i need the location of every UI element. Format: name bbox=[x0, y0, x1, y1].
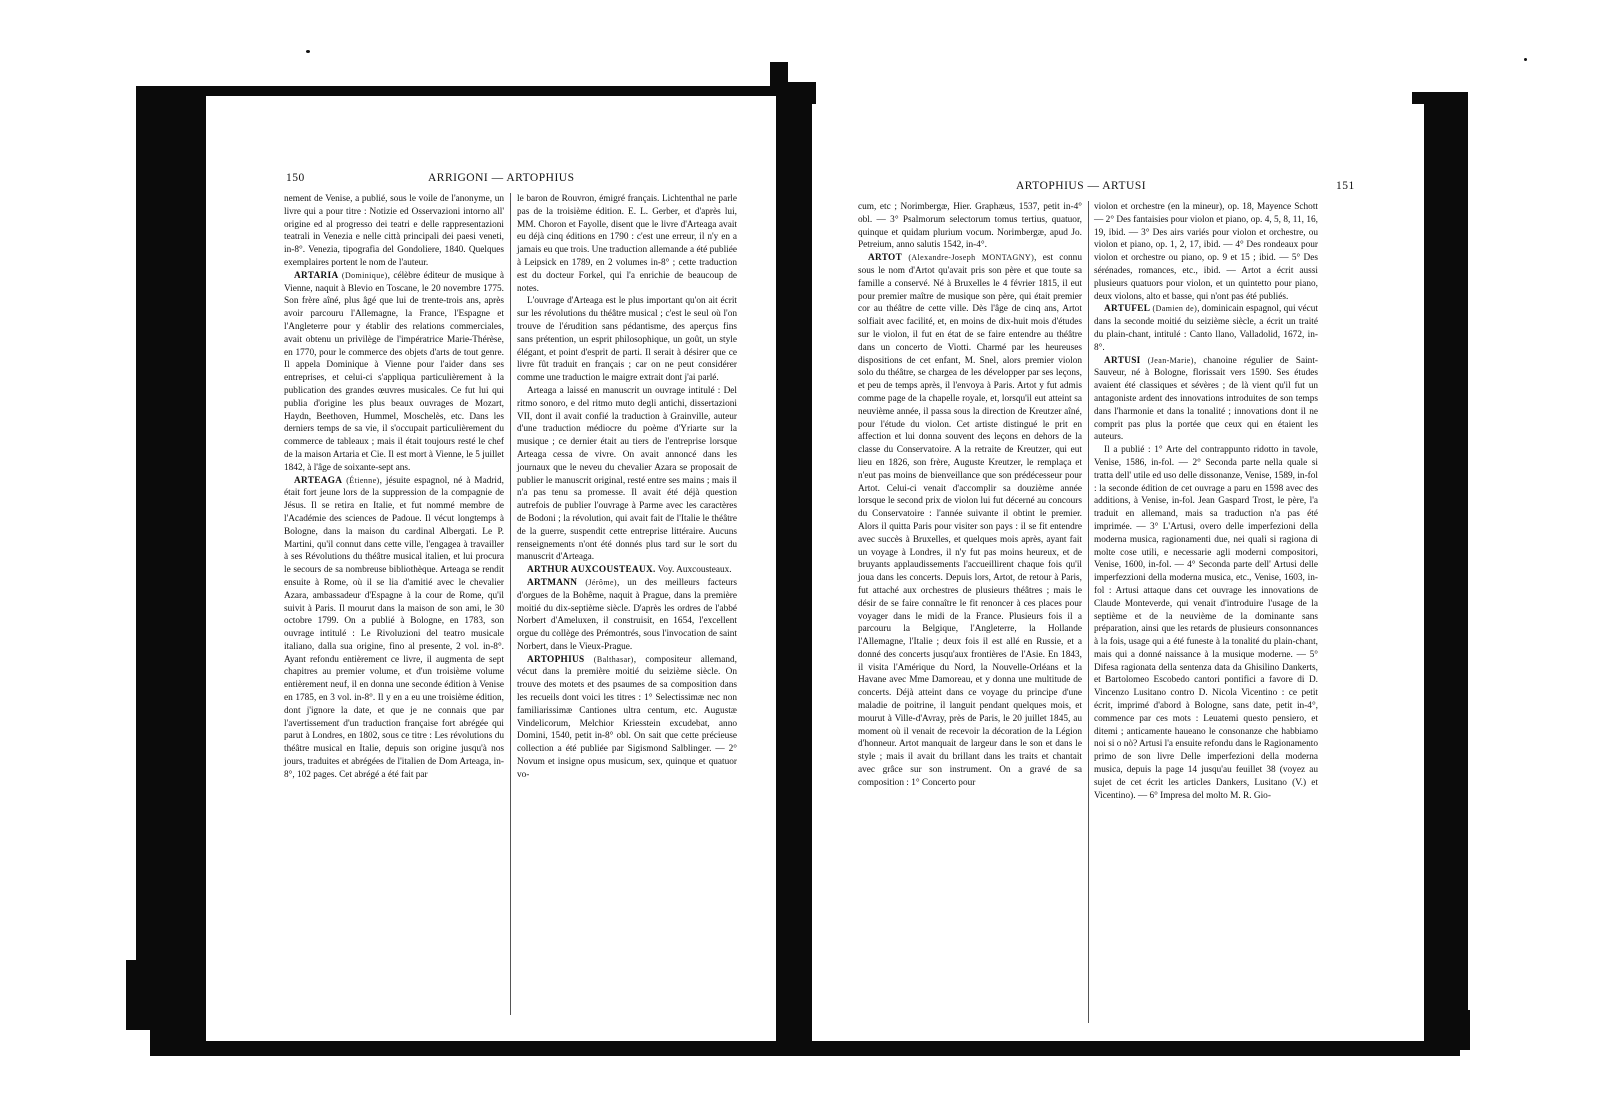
scan-edge-right-bottom bbox=[1420, 1010, 1470, 1050]
paragraph-text: , est connu sous le nom d'Artot qu'avait pris son père et que toute sa famille a conservé. Né à Bruxelles le 4 février 1815, il eut pour premier maître de musique son père, qui était premier cor au théâtre de cette ville. Dès l'âge de cinq ans, Artot solfiait avec facilité, et, en moins de dix-huit mois d'études sur le violon, il fut en état de se faire entendre au théâtre dans un concerto de Viotti. Charmé par les heureuses dispositions de cet enfant, M. Snel, alors premier violon solo du théâtre, se chargea de les développer par ses leçons, et peu de temps après, il l'envoya à Paris. Artot y fut admis comme page de la chapelle royale, et, lorsqu'il eut atteint sa neuvième année, il passa sous la direction de Kreutzer aîné, pour l'étude du violon. Cet artiste distingué le prit en affection et lui donna souvent des leçons en dehors de la classe du Conservatoire. A la retraite de Kreutzer, qui eut lieu en 1826, son frère, Auguste Kreutzer, le remplaça et n'eut pas moins de bienveillance que son prédécesseur pour Artot. Celui-ci venait d'accomplir sa douzième année lorsque le second prix de violon lui fut décerné au concours du Conservatoire : l'année suivante il obtint le premier. Alors il quitta Paris pour visiter son pays : il se fit entendre avec succès à Bruxelles, et quelques mois après, ayant fait un voyage à Londres, il n'y fut pas moins heureux, et de bruyants applaudissements l'accueillirent chaque fois qu'il joua dans les concerts. Depuis lors, Artot, de retour à Paris, fut attaché aux orchestres de plusieurs théâtres ; mais le désir de se faire connaître le fit renoncer à ces places pour voyager dans le midi de la France. Plusieurs fois il a parcouru la Belgique, l'Angleterre, la Hollande l'Allemagne, l'Italie ; deux fois il est allé en Russie, et a donné des concerts jusqu'aux frontières de l'Asie. En 1843, il visita l'Amérique du Nord, la Nouvelle-Orléans et la Havane avec Mme Damoreau, et y donna une multitude de concerts. Déjà atteint dans ce voyage du principe d'une maladie de poitrine, il languit pendant quelques mois, et mourut à Ville-d'Avray, près de Paris, le 20 juillet 1845, au moment où il venait de recevoir la décoration de la Légion d'honneur. Artot manquait de largeur dans le son et dans le style ; mais il avait du brillant dans les traits et chantait avec grâce sur son instrument. On a gravé de sa composition : 1° Concerto pour bbox=[858, 253, 1082, 788]
left-page bbox=[206, 96, 776, 1041]
scan-edge-left-top bbox=[136, 86, 216, 966]
entry-headword: ARTMANN bbox=[527, 577, 578, 588]
paragraph-text: le baron de Rouvron, émigré français. Lichtenthal ne parle pas de la troisième édition. E. L. Gerber, et d'après lui, MM. Choron et Fayolle, disent que le livre d'Arteaga avait eu déjà cinq éditions en 1790 : c'est une erreur, il n'y en a jamais eu que trois. Une traduction allemande a été publiée à Leipsick en 1789, en 2 volumes in-8° ; cette traduction est du docteur Forkel, qui l'a enrichie de beaucoup de notes. bbox=[517, 194, 737, 294]
paragraph-text: Voy. Auxcousteaux. bbox=[655, 565, 732, 576]
paragraph-text: violon et orchestre (en la mineur), op. 18, Mayence Schott — 2° Des fantaisies pour violon et piano, op. 4, 5, 8, 11, 16, 19, ibid. — 3° Des airs variés pour violon et orchestre, ou violon et piano, op. 1, 2, 17, ibid. — 4° Des rondeaux pour violon et orchestre ou piano, op. 9 et 15 ; ibid. — 5° Des sérénades, romances, etc., ibid. — Artot a écrit aussi plusieurs quatuors pour violon, et un quintetto pour piano, deux violons, alto et basse, qui n'ont pas été publiés. bbox=[1094, 202, 1318, 302]
scan-speck bbox=[1524, 58, 1527, 61]
binding-clip bbox=[770, 62, 788, 92]
paragraph-text: , dominicain espagnol, qui vécut dans la seconde moitié du seizième siècle, a écrit un traité du plain-chant, intitulé : Canto llano, Valladolid, 1672, in-8°. bbox=[1094, 304, 1318, 353]
paragraph-text: Arteaga a laissé en manuscrit un ouvrage intitulé : Del ritmo sonoro, e del ritmo muto degli antichi, dissertazioni VII, dont il avait confié la traduction à Grainville, auteur d'une traduction médiocre du poème d'Yriarte sur la musique ; ce dernier était au tiers de l'entreprise lorsque Arteaga cessa de vivre. On avait annoncé dans les journaux que le neveu du chevalier Azara se proposait de publier le manuscrit original, resté entre ses mains ; mais il n'a pas tenu sa promesse. Il avait été déjà question autrefois de publier l'ouvrage à Parme avec les caractères de Bodoni ; la révolution, qui avait fait de l'Italie le théâtre de la guerre, suspendit cette entreprise littéraire. Aucuns renseignements n'ont été donnés plus tard sur le sort du manuscrit d'Arteaga. bbox=[517, 385, 737, 563]
paragraph-text: cum, etc ; Norimbergæ, Hier. Graphæus, 1537, petit in-4° obl. — 3° Psalmorum selectorum tomus tertius, quatuor, quinque et quidam plurium vocum. Norimbergæ, apud Jo. Petreium, anno salutis 1542, in-4°. bbox=[858, 202, 1082, 251]
paragraph-text: L'ouvrage d'Arteaga est le plus important qu'on ait écrit sur les révolutions du théâtre musical ; c'est le seul où l'on trouve de l'érudition sans pédantisme, des aperçus fins sans prétention, un esprit philosophique, un goût, un style élégant, et point d'esprit de parti. Il serait à désirer que ce livre fût traduit en français ; car on ne peut considérer comme une traduction le maigre extrait dont j'ai parlé. bbox=[517, 296, 737, 384]
paragraph-text: , célèbre éditeur de musique à Vienne, naquit à Blevio en Toscane, le 20 novembre 1775. Son frère aîné, plus âgé que lui de trente-trois ans, après avoir parcouru l'Allemagne, la France, l'Espagne et l'Angleterre pour y établir des relations commerciales, avait obtenu un privilège de l'impératrice Marie-Thérèse, en 1770, pour le commerce des objets d'arts de tout genre. Il appela Dominique à Vienne pour l'aider dans ses entreprises, et celui-ci s'appliqua particulièrement à la publication des grandes œuvres musicales. Ce fut lui qui publia d'origine les plus beaux ouvrages de Mozart, Haydn, Beethoven, Hummel, Moschelès, etc. Dans les derniers temps de sa vie, il s'occupait particulièrement du commerce de tableaux ; mais il était toujours resté le chef de la maison Artaria et Cie. Il est mort à Vienne, le 5 juillet 1842, à l'âge de soixante-sept ans. bbox=[284, 270, 504, 473]
paragraph-text: , chanoine régulier de Saint-Sauveur, né à Bologne, florissait vers 1590. Ses études avaient été classiques et sévères ; de là vient qu'il fut un antagoniste ardent des innovations introduites de son temps dans l'harmonie et dans la tonalité ; innovations dont il ne comprit pas plus la portée que ceux qui en étaient les auteurs. bbox=[1094, 355, 1318, 443]
entry-forename: (Jérôme) bbox=[585, 577, 617, 587]
entry-headword: ARTOPHIUS bbox=[527, 654, 585, 665]
text-column-1 bbox=[858, 201, 1082, 790]
entry-forename: (Étienne) bbox=[346, 475, 380, 485]
scan-gutter bbox=[772, 82, 816, 1048]
entry-headword: ARTUSI bbox=[1104, 355, 1141, 366]
paragraph bbox=[517, 295, 737, 385]
paragraph-text: nement de Venise, a publié, sous le voile de l'anonyme, un livre qui a pour titre : Notizie ed Osservazioni intorno all' origine ed al progresso dei teatri e delle rappresentazioni teatrali in Venezia e nelle città principali dei paesi veneti, in-8°. Venezia, tipografia del Gondoliere, 1840. Quelques exemplaires portent le nom de l'auteur. bbox=[284, 194, 504, 268]
dictionary-entry bbox=[1094, 355, 1318, 445]
column-rule bbox=[1088, 201, 1089, 1023]
entry-forename: (Alexandre-Joseph MONTAGNY) bbox=[908, 253, 1035, 263]
page-number: 150 bbox=[286, 172, 305, 184]
entry-headword: ARTUFEL bbox=[1104, 304, 1151, 315]
text-column-2 bbox=[1094, 201, 1318, 802]
dictionary-entry bbox=[517, 577, 737, 654]
text-column-2 bbox=[517, 193, 737, 782]
text-column-1 bbox=[284, 193, 504, 782]
running-header bbox=[206, 172, 776, 188]
scan-speck bbox=[306, 50, 310, 53]
entry-headword: ARTEAGA bbox=[294, 475, 343, 486]
entry-headword: ARTARIA bbox=[294, 270, 339, 281]
dictionary-entry bbox=[517, 654, 737, 782]
dictionary-entry bbox=[284, 270, 504, 475]
paragraph bbox=[1094, 201, 1318, 303]
dictionary-entry bbox=[517, 564, 737, 577]
entry-headword: ARTOT bbox=[868, 253, 903, 264]
running-header bbox=[812, 180, 1424, 196]
running-title: ARTOPHIUS — ARTUSI bbox=[1016, 180, 1147, 192]
dictionary-entry bbox=[858, 252, 1082, 789]
entry-forename: (Balthasar) bbox=[593, 654, 634, 664]
paragraph bbox=[858, 201, 1082, 252]
paragraph-text: , un des meilleurs facteurs d'orgues de la Bohême, naquit à Prague, dans la première moitié du dix-septième siècle. D'après les ordres de l'abbé Norbert d'Ameluxen, il construisit, en 1654, l'excellent orgue du collège des Prémontrés, sous l'invocation de saint Norbert, dans le Vieux-Prague. bbox=[517, 577, 737, 652]
entry-forename: (Damien de) bbox=[1152, 304, 1198, 314]
paragraph bbox=[1094, 444, 1318, 802]
paragraph-text: , compositeur allemand, vécut dans la première moitié du seizième siècle. On trouve des motets et des psaumes de sa composition dans les recueils dont voici les titres : 1° Selectissimæ nec non familiarissimæ Cantiones ultra centum, etc. Augustæ Vindelicorum, Melchior Kriesstein excudebat, anno Domini, 1540, petit in-8° obl. On sait que cette précieuse collection a été publiée par Sigismond Salblinger. — 2° Novum et insigne opus musicum, sex, quinque et quatuor vo- bbox=[517, 654, 737, 780]
right-page bbox=[812, 104, 1424, 1041]
paragraph bbox=[517, 385, 737, 564]
paragraph bbox=[284, 193, 504, 270]
paragraph bbox=[517, 193, 737, 295]
dictionary-entry bbox=[1094, 303, 1318, 354]
column-rule bbox=[510, 193, 511, 1015]
paragraph-text: , jésuite espagnol, né à Madrid, était fort jeune lors de la suppression de la compagnie de Jésus. Il se retira en Italie, et fut nommé membre de l'Académie des sciences de Padoue. Il vécut longtemps à Bologne, dans la maison du cardinal Albergati. Le P. Martini, qu'il connut dans cette ville, l'engagea à travailler à ses Révolutions du théâtre musical italien, et lui procura le secours de sa nombreuse bibliothèque. Arteaga se rendit ensuite à Rome, où il se lia d'amitié avec le chevalier Azara, ambassadeur d'Espagne à la cour de Rome, qu'il suivit à Paris. Il mourut dans la maison de son ami, le 30 octobre 1799. On a publié à Bologne, en 1783, son ouvrage intitulé : Le Rivoluzioni del teatro musicale italiano, dalla sua origine, fino al presente, 2 vol. in-8°. Ayant refondu entièrement ce livre, il augmenta de sept chapitres au premier volume, et d'un troisième volume entièrement neuf, il en donna une seconde édition à Venise en 1785, en 3 vol. in-8°. Il y en a eu une troisième édition, dont j'ignore la date, et que je ne connais que par l'avertissement d'un traduction française fort abrégée qui parut à Londres, en 1802, sous ce titre : Les révolutions du théâtre musical en Italie, depuis son origine jusqu'à nos jours, traduites et abrégées de l'italien de Dom Arteaga, in-8°, 102 pages. Cet abrégé a été fait par bbox=[284, 475, 504, 780]
running-title: ARRIGONI — ARTOPHIUS bbox=[428, 172, 575, 184]
dictionary-entry bbox=[284, 475, 504, 782]
entry-forename: (Jean-Marie) bbox=[1147, 355, 1194, 365]
entry-headword: ARTHUR AUXCOUSTEAUX. bbox=[527, 565, 656, 576]
paragraph-text: Il a publié : 1° Arte del contrappunto ridotto in tavole, Venise, 1586, in-fol. — 2° Seconda parte nella quale si tratta dell' utile ed uso delle dissonanze, Venise, 1589, in-fol : la seconde édition de cet ouvrage a paru en 1598 avec des additions, à Venise, in-fol. Jean Gaspard Trost, le père, l'a traduit en allemand, mais sa traduction n'a pas été imprimée. — 3° L'Artusi, overo delle imperfezioni della moderna musica, ragionamenti due, nei quali si ragiona di molte cose utili, e necessarie agli moderni compositori, Venise, 1600, in-fol. — 4° Seconda parte dell' Artusi delle imperfezzioni della moderna musica, etc., Venise, 1603, in-fol : Artusi attaque dans cet ouvrage les innovations de Claude Monteverde, qui venait d'introduire l'usage de la septième et de la neuvième de la dominante sans préparation, ainsi que les retards de plusieurs consonnances à la fois, usage qui a été funeste à la tonalité du plain-chant, mais qui a donné naissance à la musique moderne. — 5° Difesa ragionata della sentenza data da Ghisilino Dankerts, et Bartolomeo Escobedo cantori pontifici a favore di D. Vincenzo Lusitano contro D. Nicola Vicentino : ce petit écrit, imprimé d'abord à Bologne, sans date, petit in-4°, commence par ces mots : Leuatemi questo pensiero, et ditemi ; anticamente haueano le consonanze che habbiamo noi si o nò? Artusi l'a ensuite refondu dans le Ragionamento primo de son livre Delle imperfezioni della moderna musica, depuis la page 14 jusqu'au feuillet 38 (voyez au sujet de cet écrit les articles Dankers, Lusitano (V.) et Vicentino). — 6° Impresa del molto M. R. Gio- bbox=[1094, 445, 1318, 801]
entry-forename: (Dominique) bbox=[341, 270, 388, 280]
page-number: 151 bbox=[1336, 180, 1355, 192]
